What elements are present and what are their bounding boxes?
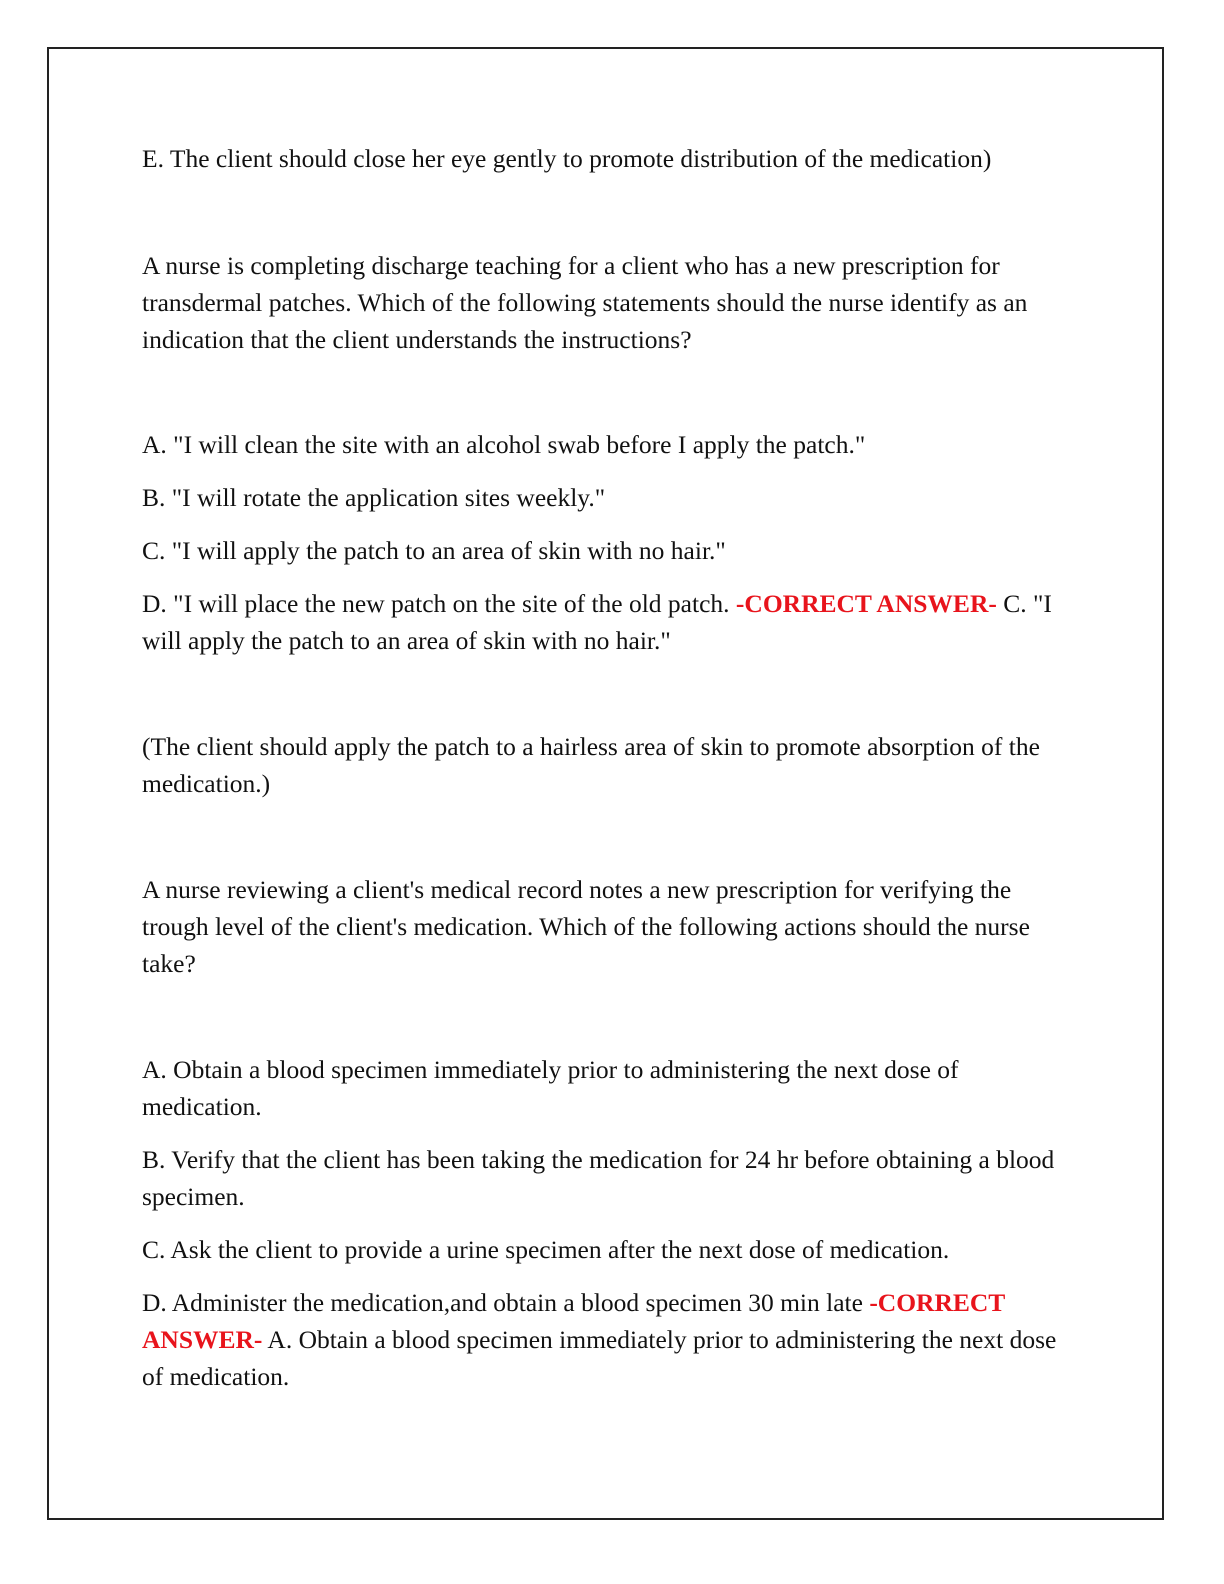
question1-option-c: C. "I will apply the patch to an area of skin with no hair." (142, 536, 726, 565)
question1-rationale: (The client should apply the patch to a hairless area of skin to promote absorption of the medication.) (142, 732, 1040, 798)
question2-answer: A. Obtain a blood specimen immediately prior to administering the next dose of medication. (142, 1325, 1057, 1391)
question1-option-a: A. "I will clean the site with an alcohol swab before I apply the patch." (142, 430, 866, 459)
question2-option-a: A. Obtain a blood specimen immediately prior to administering the next dose of medication. (142, 1055, 959, 1121)
question2-option-d (142, 1284, 1072, 1395)
document-content (142, 140, 1072, 1395)
question1-option-d (142, 585, 1072, 659)
question1-answer: C. "I will apply the patch to an area of skin with no hair." (142, 589, 1052, 655)
option-e-text: E. The client should close her eye gently to promote distribution of the medication) (142, 144, 992, 173)
question2-option-c: C. Ask the client to provide a urine specimen after the next dose of medication. (142, 1235, 950, 1264)
question1-option-d-text: D. "I will place the new patch on the site of the old patch. (142, 589, 736, 618)
question2-option-b: B. Verify that the client has been taking the medication for 24 hr before obtaining a blood specimen. (142, 1145, 1055, 1211)
question1-option-b: B. "I will rotate the application sites weekly." (142, 483, 606, 512)
question2-option-d-text: D. Administer the medication,and obtain a blood specimen 30 min late (142, 1288, 870, 1317)
question1-stem: A nurse is completing discharge teaching for a client who has a new prescription for transdermal patches. Which of the following statements should the nurse identify as an indication that the client understands the instructions? (142, 251, 1028, 354)
question1-correct-label: -CORRECT ANSWER- (735, 589, 997, 618)
question2-stem: A nurse reviewing a client's medical record notes a new prescription for verifying the trough level of the client's medication. Which of the following actions should the nurse take? (142, 875, 1030, 978)
question2-correct-label: -CORRECT ANSWER- (142, 1288, 1005, 1354)
